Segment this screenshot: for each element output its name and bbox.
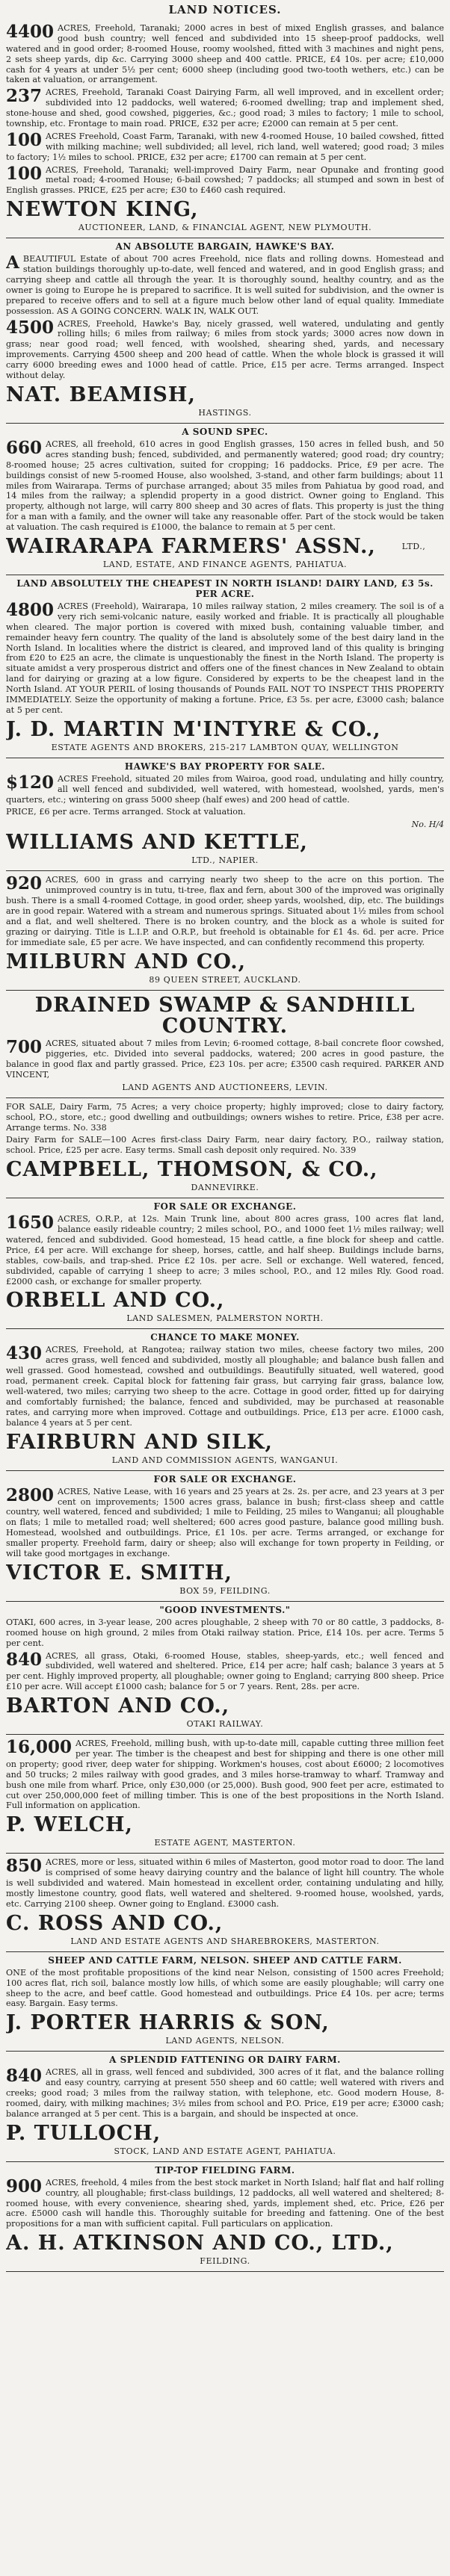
- ad-headline: FOR SALE OR EXCHANGE.: [153, 1473, 297, 1484]
- agent-name: WILLIAMS AND KETTLE,: [6, 831, 308, 855]
- listing-acreage: 237: [6, 86, 43, 107]
- ad-headline: TIP-TOP FIELDING FARM.: [155, 2164, 295, 2176]
- ad-wanganui: [6, 1329, 444, 1470]
- agent-suffix: LTD.,: [401, 541, 426, 551]
- listing-acreage: 100: [6, 129, 43, 150]
- ad-feilding: [6, 1471, 444, 1602]
- listing-text: ACRES, 600 in grass and carrying nearly two sheep to the acre on this portion. The unimproved country is in tutu, ti-tree, flax and fern, about 300 of the improved was originally bush. There is a small 4-roomed Cottage, in good order, sheep yards, woolshed, dip, etc. The buildings are in good repair. Watered with a stream and numerous springs. Situated about 1½ miles from school and a flat, and well sheltered. There is no broken country, and the block as a whole is suited for grazing or dairying. Title is L.I.P. and O.R.P., but freehold is obtainable for £1 4s. 6d. per acre. Price for immediate sale, £5 per acre. We have inspected, and can confidently recommend this property.: [6, 875, 444, 947]
- agent-banner: [6, 535, 444, 558]
- listing-text: ONE of the most profitable propositions of the kind near Nelson, consisting of 1500 acres Freehold; 100 acres flat, rich soil, balance mostly low hills, of which some are easily ploughable; will carry one sheep to the acre, and beef cattle. Good homestead and outbuildings. Price £4 10s. per acre; terms easy. Bargain. Easy terms.: [6, 1967, 444, 2009]
- listing: [6, 601, 444, 716]
- listing-acreage: $120: [6, 772, 55, 793]
- listing-text: ACRES, Freehold, milling bush, with up-to-date mill, capable cutting three million feet per year. The timber is the cheapest and best for shipping and there is one other mill on property; good river, deep water for shipping. Workmen's houses, cost about £6000; 2 locomotives and 50 trucks; 2 miles railway with good grades, and 3 miles horse-tramway to wharf. Tramway and bush one mile from wharf. Price, only £30,000 (or 25,000). Bush good, 900 feet per acre, estimated to cut over 250,000,000 feet of milling timber. This is one of the best propositions in the North Island. Full information on application.: [6, 1739, 444, 1811]
- listing: [6, 87, 444, 129]
- agent-banner: [6, 1431, 444, 1454]
- listing-acreage: 1650: [6, 1213, 55, 1233]
- listing-text: ACRES, O.R.P., at 12s. Main Trunk line, about 800 acres grass, 100 acres flat land, balance easily rideable country; 2 miles school, P.O., and 1000 feet 1½ miles railway; well watered, fenced and subdivided. Good homestead, 15 head cattle, a fine block for sheep and cattle. Price, £4 per acre. Will exchange for sheep, horses, cattle, and half sheep. Buildings include barns, stables, cow-bails, and trap-shed. Price £2 10s. per acre. Sell or exchange. Well watered, fenced, subdivided, capable of carrying 1 sheep to acre; 3 miles school, P.O., and 12 miles Rly. Good road. £2000 cash, or exchange for smaller property.: [6, 1214, 444, 1287]
- agent-name: C. ROSS AND CO.,: [6, 1911, 224, 1935]
- listing: [6, 1214, 444, 1287]
- ad-nelson: [6, 1952, 444, 2052]
- agent-tagline: FEILDING.: [200, 2256, 250, 2267]
- listing-acreage: 920: [6, 873, 43, 894]
- ad-otaki: [6, 1602, 444, 1735]
- ad-headline: FOR SALE OR EXCHANGE.: [153, 1201, 297, 1213]
- listing-text: ACRES, freehold, 4 miles from the best stock market in North Island; half flat and half rolling country, all ploughable; first-class buildings, 12 paddocks, all well watered and sheltered; 8-roomed house, with every convenience, shearing shed, yards, implement shed, etc. Price, £26 per acre. £5000 cash will handle this. Thoroughly suitable for breeding and fattening. One of the best propositions for a man with sufficient capital. Full particulars on application.: [6, 2177, 444, 2229]
- listing: [6, 1102, 444, 1133]
- listing-acreage: 900: [6, 2176, 43, 2196]
- agent-tagline: 89 QUEEN STREET, AUCKLAND.: [149, 974, 301, 985]
- listing-acreage: 4800: [6, 599, 55, 620]
- agent-name: VICTOR E. SMITH,: [6, 1561, 232, 1585]
- agent-banner: [6, 718, 444, 741]
- ad-napier: [6, 758, 444, 872]
- ad-headline: "GOOD INVESTMENTS.": [159, 1604, 291, 1615]
- ad-hastings: [6, 238, 444, 424]
- advertisements: [6, 19, 444, 2272]
- listing-acreage: 2800: [6, 1484, 55, 1505]
- agent-banner: [6, 383, 444, 406]
- agent-banner: [6, 1813, 444, 1836]
- agent-tagline: ESTATE AGENTS AND BROKERS, 215-217 LAMBTON QUAY, WELLINGTON: [51, 742, 399, 752]
- ad-headline: A SPLENDID FATTENING OR DAIRY FARM.: [109, 2055, 341, 2066]
- listing-text: ACRES, Freehold, Taranaki; 2000 acres in best of mixed English grasses, and balance good bush country; well fenced and subdivided into 15 sheep-proof paddocks, well watered and in good order; 8-roomed House, roomy woolshed, fitted with 3 machines and night pens, 2 sets sheep yards, dip &c. Carrying 3000 sheep and 400 cattle. PRICE, £4 10s. per acre; £10,000 cash for 4 years at under 5½ per cent; 6000 sheep (including good two-tooth wethers, etc.) can be taken at valuation, or arrangement.: [6, 23, 444, 85]
- listing: [6, 319, 444, 381]
- listing-acreage: 850: [6, 1856, 43, 1877]
- agent-tagline: LAND AND COMMISSION AGENTS, WANGANUI.: [111, 1455, 339, 1465]
- listing-text: ACRES, Freehold, Taranaki Coast Dairying Farm, all well improved, and in excellent order; subdivided into 12 paddocks, well watered; 6-roomed dwelling; trap and implement shed, stone-house and shed, good cowshed, piggeries, &c.; good road; 3 miles to factory; 1 mile to school, township, etc. Frontage to main road. PRICE, £32 per acre; £2000 can remain at 5 per cent.: [6, 87, 444, 129]
- listing-acreage: 100: [6, 163, 43, 184]
- listing-text: ACRES, Freehold, Taranaki; well-improved Dairy Farm, near Opunake and fronting good metal road; 4-roomed House; 6-bail cowshed; 7 paddocks; all stumped and sown in best of English grasses. PRICE, £25 per acre; £30 to £460 cash required.: [6, 164, 444, 196]
- listing-text: ACRES, all in grass, well fenced and subdivided, 300 acres of it flat, and the balance rolling and easy country, carrying at present 550 sheep and 60 cattle; well watered with rivers and creeks; good road; 3 miles from the railway station, with telephone, etc. Good modern House, 8-roomed, dairy, with milking machines; 3½ miles from school and P.O. Price, £19 per acre; £3000 cash; balance arranged at 5 per cent. This is a bargain, and should be inspected at once.: [6, 2067, 444, 2119]
- agent-banner: [6, 1694, 444, 1718]
- listing: [6, 1345, 444, 1428]
- agent-tagline: LAND AND ESTATE AGENTS AND SHAREBROKERS, MASTERTON.: [70, 1936, 380, 1946]
- listing-text: BEAUTIFUL Estate of about 700 acres Freehold, nice flats and rolling downs. Homestead and station buildings thoroughly up-to-date, well fenced and watered, and in good English grass; and carrying sheep and cattle all through the year. It is thoroughly sound, healthy country, and as the owner is going to Europe he is prepared to sacrifice. It is well suited for subdivision, and the owner is prepared to receive offers and to sell at a figure much below other land of equal quality. Immediate possession. AS A GOING CONCERN. WALK IN, WALK OUT.: [6, 254, 444, 316]
- agent-tagline: AUCTIONEER, LAND, & FINANCIAL AGENT, NEW PLYMOUTH.: [78, 223, 372, 233]
- agent-name: FAIRBURN AND SILK,: [6, 1430, 273, 1454]
- agent-name: J. D. MARTIN M'INTYRE & CO.,: [6, 717, 381, 741]
- agent-name: MILBURN AND CO.,: [6, 950, 247, 973]
- ad-headline: AN ABSOLUTE BARGAIN, HAWKE'S BAY.: [115, 241, 335, 253]
- listing: [6, 2067, 444, 2119]
- listing-text: ACRES, all grass, Otaki, 6-roomed House, stables, sheep-yards, etc.; well fenced and subdivided, well watered and sheltered. Price, £14 per acre; half cash; balance 3 years at 5 per cent. Highly improved property, all ploughable; owner going to England; carrying 800 sheep. Price £10 per acre. Will accept £1000 cash; balance for 5 or 7 years. Rent, 28s. per acre.: [6, 1650, 444, 1692]
- agent-tagline: LAND SALESMEN, PALMERSTON NORTH.: [126, 1313, 324, 1324]
- listing-acreage: 660: [6, 437, 43, 458]
- ad-wellington: [6, 575, 444, 758]
- ad-palmerston: [6, 1198, 444, 1329]
- listing-acreage: 430: [6, 1343, 43, 1364]
- ad-feilding-atkinson: [6, 2162, 444, 2272]
- listing-text: FOR SALE, Dairy Farm, 75 Acres; a very choice property; highly improved; close to dairy factory, school, P.O., store, etc.; good dwelling and outbuildings; owners wishes to retire. Price, £38 per acre. Arrange terms. No. 338: [6, 1101, 444, 1133]
- agent-tagline: LAND AGENTS, NELSON.: [165, 2036, 285, 2046]
- listing: [6, 774, 444, 805]
- listing-acreage: 840: [6, 2066, 43, 2087]
- ad-large-headline: DRAINED SWAMP & SANDHILL COUNTRY.: [34, 993, 416, 1038]
- listing: [6, 1968, 444, 2010]
- listing: [6, 875, 444, 947]
- agent-tagline: OTAKI RAILWAY.: [186, 1719, 264, 1730]
- agent-tagline: STOCK, LAND AND ESTATE AGENT, PAHIATUA.: [114, 2146, 336, 2156]
- agent-banner: [6, 2122, 444, 2145]
- agent-name: NAT. BEAMISH,: [6, 383, 196, 406]
- listing-acreage: 840: [6, 1649, 43, 1670]
- ad-taranaki: [6, 19, 444, 238]
- agent-banner: [6, 831, 444, 854]
- agent-banner: [6, 2232, 444, 2255]
- agent-name: P. WELCH,: [6, 1813, 133, 1837]
- agent-name: BARTON AND CO.,: [6, 1694, 230, 1718]
- listing: [6, 1135, 444, 1156]
- ad-masterton-ross: [6, 1854, 444, 1951]
- agent-banner: [6, 1912, 444, 1935]
- agent-tagline: LAND, ESTATE, AND FINANCE AGENTS, PAHIATUA.: [102, 559, 348, 569]
- agent-banner: [6, 1561, 444, 1585]
- listing-acreage: 700: [6, 1037, 43, 1058]
- ad-masterton-welch: [6, 1735, 444, 1854]
- listing-acreage: A: [6, 253, 19, 273]
- agent-tagline: DANNEVIRKE.: [191, 1183, 259, 1193]
- listing-acreage: 16,000: [6, 1737, 73, 1758]
- agent-name: NEWTON KING,: [6, 198, 199, 222]
- listing-text: ACRES Freehold, situated 20 miles from Wairoa, good road, undulating and hilly country, all well fenced and subdivided, well watered, with homestead, woolshed, yards, men's quarters, etc.; wintering on grass 5000 sheep (half ewes) and 200 head of cattle.: [6, 773, 444, 805]
- listing: [6, 439, 444, 533]
- agent-banner: [6, 198, 444, 221]
- ad-dannevirke: [6, 1098, 444, 1198]
- agent-banner: [6, 1289, 444, 1312]
- page-heading: LAND NOTICES.: [168, 3, 282, 16]
- listing-acreage: 4500: [6, 317, 55, 338]
- agent-tagline: LTD., NAPIER.: [191, 855, 259, 866]
- listing: [6, 1038, 444, 1080]
- agent-name: CAMPBELL, THOMSON, & CO.,: [6, 1158, 378, 1182]
- price-line: PRICE, £6 per acre. Terms arranged. Stock at valuation.: [6, 807, 246, 817]
- agent-name: P. TULLOCH,: [6, 2121, 161, 2145]
- agent-banner: [6, 1158, 444, 1181]
- listing-text: OTAKI, 600 acres, in 3-year lease, 200 acres ploughable, 2 sheep with 70 or 80 cattle, 3 paddocks, 8-roomed house on high ground, 2 miles from Otaki railway station. Price, £14 10s. per acre. Terms 5 per cent.: [6, 1617, 444, 1648]
- ad-headline: CHANCE TO MAKE MONEY.: [150, 1332, 300, 1343]
- ad-levin: [6, 991, 444, 1098]
- listing-text: ACRES, all freehold, 610 acres in good English grasses, 150 acres in felled bush, and 50 acres standing bush; fenced, subdivided, and permanently watered; good road; dry country; 8-roomed house; 25 acres cultivation, suited for cropping; 16 paddocks. Price, £9 per acre. The buildings consist of new 5-roomed House, also woolshed, 3-stand, and other farm buildings; about 11 miles from Wairarapa. Terms of purchase arranged; about 35 miles from Pahiatua by good road, and 14 miles from the railway; a splendid property in a good district. Owner going to England. This property, although not large, will carry 800 sheep and 30 acres of flats. This property is just the thing for a man with a family, and the owner will take any reasonable offer. Part of the stock would be taken at valuation. The cash required is £1000, the balance to remain at 5 per cent.: [6, 439, 444, 533]
- agent-tagline: BOX 59, FEILDING.: [179, 1585, 271, 1596]
- reference-number: No. H/4: [411, 820, 444, 830]
- listing-text: ACRES, Native Lease, with 16 years and 25 years at 2s. 2s. per acre, and 23 years at 3 per cent on improvements; 1500 acres grass, balance in bush; first-class sheep and cattle country, well watered, fenced and subdivided; 1 mile to Feilding, 25 miles to Wanganui; all ploughable on flats; 1 mile to metalled road; well sheltered; 600 acres good pasture, balance good milling bush. Homestead, woolshed and outbuildings. Price, £1 10s. per acre. Terms arranged, or exchange for smaller property. Freehold farm, dairy or sheep; also will exchange for town property in Feilding, or will take good mortgages in exchange.: [6, 1486, 444, 1558]
- listing-text: Dairy Farm for SALE—100 Acres first-class Dairy Farm, near dairy factory, P.O., railway station, school. Price, £25 per acre. Easy terms. Small cash deposit only required. No. 339: [6, 1135, 444, 1156]
- agent-banner: [6, 2011, 444, 2034]
- agent-tagline: ESTATE AGENT, MASTERTON.: [154, 1838, 296, 1848]
- ad-auckland: [6, 871, 444, 990]
- listing: [6, 1617, 444, 1649]
- listing-text: ACRES Freehold, Coast Farm, Taranaki, with new 4-roomed House, 10 bailed cowshed, fitted with milking machine; well subdivided; all level, rich land, well watered; good road; 3 miles to factory; 1½ miles to school. PRICE, £32 per acre; £1700 can remain at 5 per cent.: [6, 131, 444, 162]
- listing-text: ACRES, situated about 7 miles from Levin; 6-roomed cottage, 8-bail concrete floor cowshed, piggeries, etc. Divided into several paddocks, watered; 200 acres in good pasture, the balance in good flax and partly grassed. Price, £23 10s. per acre; £3500 cash required. PARKER AND VINCENT,: [6, 1038, 444, 1080]
- listing: [6, 1857, 444, 1909]
- listing: [6, 1651, 444, 1693]
- listing-text: ACRES, Freehold, Hawke's Bay, nicely grassed, well watered, undulating and gently rolling hills; 6 miles from railway; 6 miles from stock yards; 3000 acres now down in grass; near good road; well fenced, with woolshed, shearing shed, yards, and necessary improvements. Carrying 4500 sheep and 200 head of cattle. When the whole block is grassed it will carry 6000 breeding ewes and 1000 head of cattle. Price, £15 per acre. Terms arranged. Inspect without delay.: [6, 318, 444, 381]
- agent-tagline: HASTINGS.: [198, 407, 252, 418]
- listing-acreage: 4400: [6, 22, 55, 42]
- agent-name: A. H. ATKINSON AND CO., LTD.,: [6, 2232, 394, 2255]
- ad-pahiatua-tulloch: [6, 2052, 444, 2161]
- agent-banner: [6, 950, 444, 973]
- listing: [6, 23, 444, 85]
- ad-pahiatua: [6, 424, 444, 575]
- ad-headline: LAND ABSOLUTELY THE CHEAPEST IN NORTH ISLAND! DAIRY LAND, £3 5s. PER ACRE.: [16, 578, 434, 599]
- listing-text: ACRES, more or less, situated within 6 miles of Masterton, good motor road to door. The land is comprised of some heavy dairying country and the balance of light hill country. The whole is well subdivided and watered. Main homestead in excellent order, containing undulating and hilly, mostly limestone country, good flats, well watered and sheltered. 9-roomed house, woolshed, yards, etc. Carrying 2100 sheep. Owner going to England. £3000 cash.: [6, 1857, 444, 1909]
- listing-text: ACRES (Freehold), Wairarapa, 10 miles railway station, 2 miles creamery. The soil is of a very rich semi-volcanic nature, easily worked and friable. It is practically all ploughable when cleared. The major portion is covered with mixed bush, containing valuable timber, and remainder heavy fern country. The quality of the land is absolutely some of the best dairy land in the North Island. In localities where the district is cleared, and improved land of this quality is bringing from £20 to £25 an acre, the climate is unquestionably the finest in the North Island. The property is situate amidst a very prosperous district and offers one of the finest chances in New Zealand to obtain land for dairying or grazing at a low figure. Considered by experts to be the cheapest land in the North Island. AT YOUR PERIL of losing thousands of Pounds FAIL NOT TO INSPECT THIS PROPERTY IMMEDIATELY. Seize the opportunity of making a fortune. Price, £3 5s. per acre, £3000 cash; balance at 5 per cent.: [6, 601, 444, 715]
- ad-headline: HAWKE'S BAY PROPERTY FOR SALE.: [124, 761, 326, 772]
- agent-tagline: LAND AGENTS AND AUCTIONEERS, LEVIN.: [122, 1082, 328, 1092]
- listing: [6, 131, 444, 163]
- ad-headline: SHEEP AND CATTLE FARM, NELSON. SHEEP AND CATTLE FARM.: [48, 1954, 402, 1966]
- listing-text: ACRES, Freehold, at Rangotea; railway station two miles, cheese factory two miles, 200 acres grass, well fenced and subdivided, mostly all ploughable; and balance bush fallen and well grassed. Good homestead, cowshed and outbuildings. Beautifully situated, well watered, good road, permanent creek. Capital block for fattening fair grass, but carrying fair grass, balance low, well-watered, two miles; carrying two sheep to the acre. Cottage in good order, fitted up for dairying and comfortably furnished; the balance, fenced and subdivided, may be purchased at reasonable rates, and carrying more when improved. Cottage and outbuildings. Price, £13 per acre. £1000 cash, balance 4 years at 5 per cent.: [6, 1345, 444, 1428]
- agent-name: WAIRARAPA FARMERS' ASSN.,: [6, 534, 376, 558]
- land-notices-page: [6, 3, 444, 2567]
- listing: [6, 1484, 444, 1559]
- ad-headline: A SOUND SPEC.: [182, 426, 268, 437]
- agent-name: ORBELL AND CO.,: [6, 1289, 225, 1313]
- listing: [6, 1739, 444, 1811]
- agent-name: J. PORTER HARRIS & SON,: [6, 2011, 330, 2035]
- listing: [6, 254, 444, 316]
- listing: [6, 2178, 444, 2229]
- listing: [6, 165, 444, 196]
